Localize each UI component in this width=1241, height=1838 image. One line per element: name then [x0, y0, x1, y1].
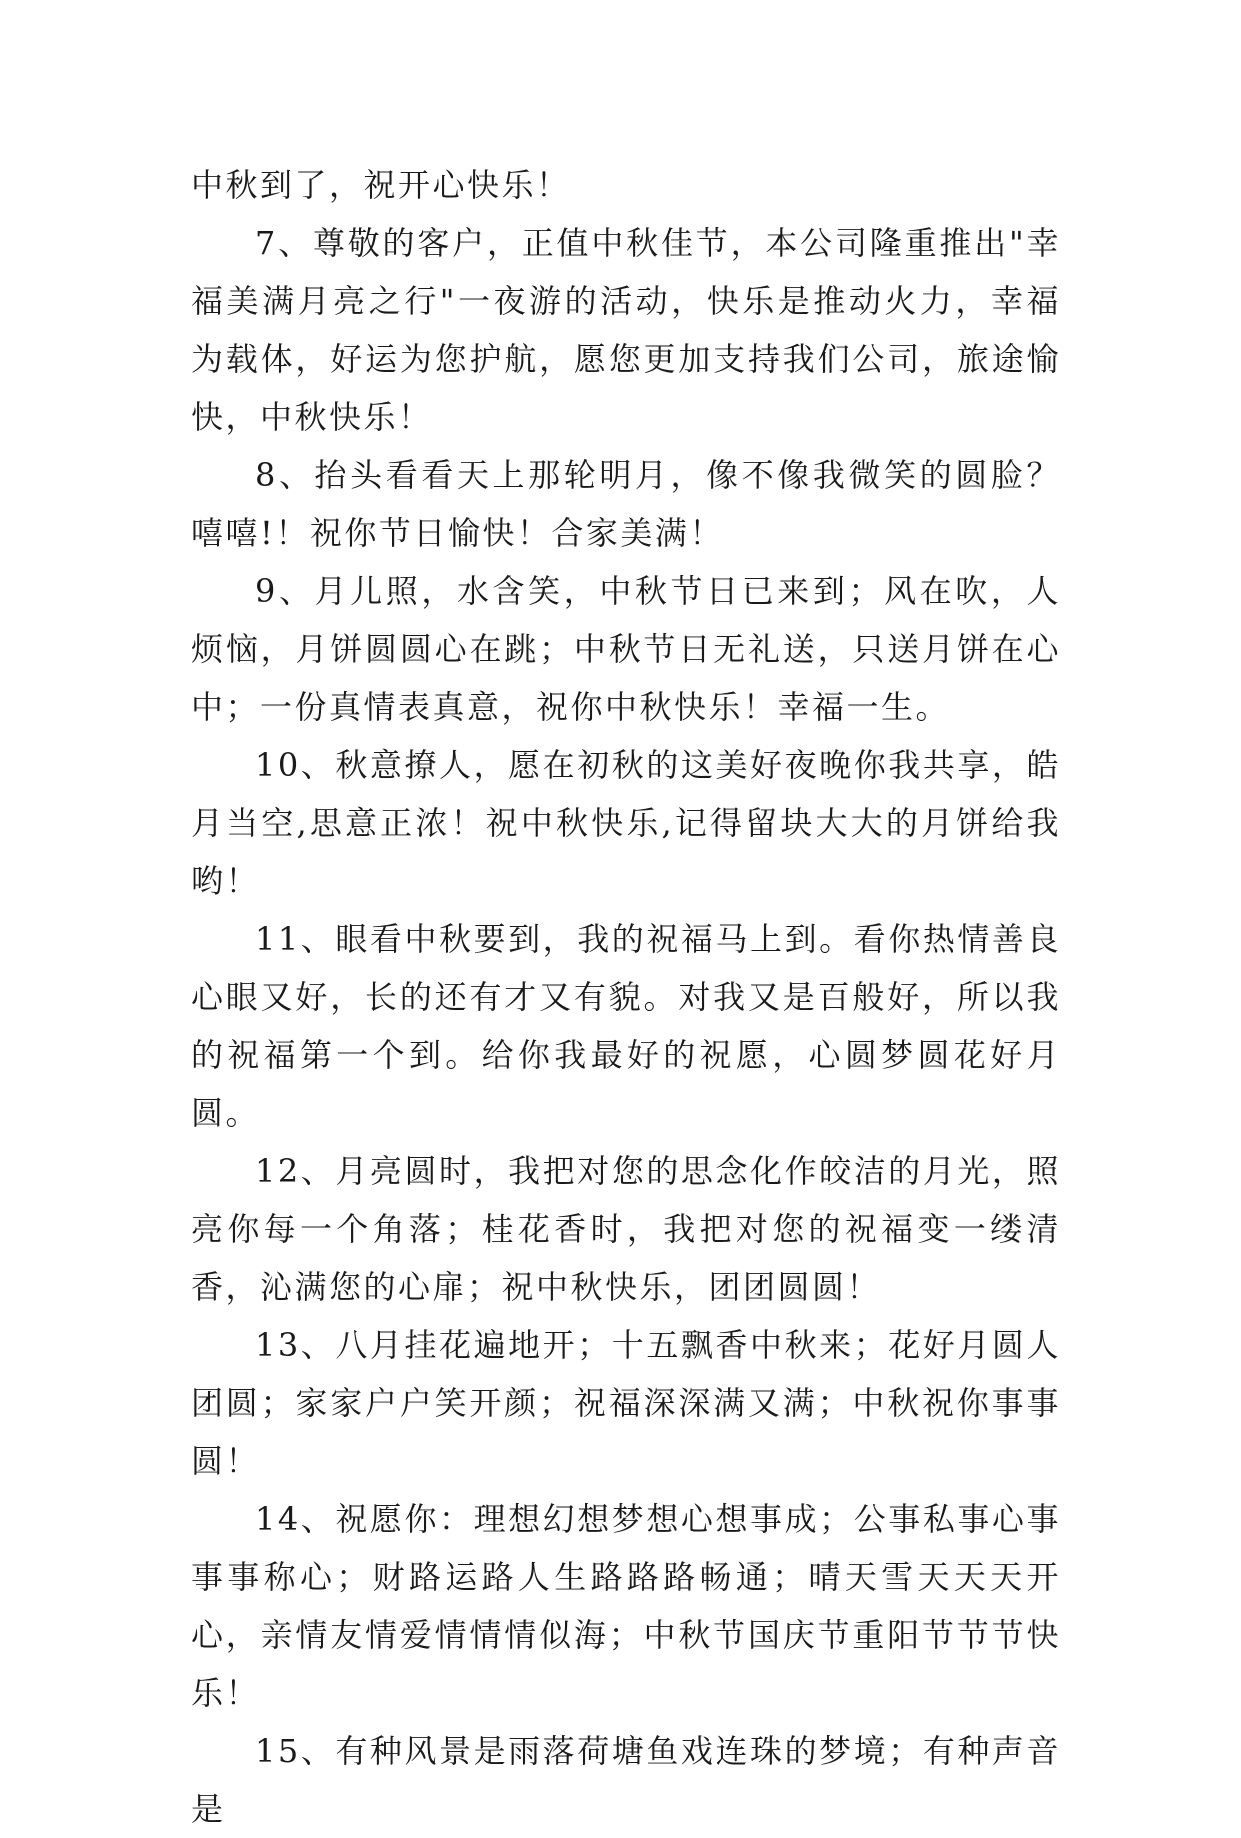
- paragraph-item-10: 10、秋意撩人，愿在初秋的这美好夜晚你我共享，皓月当空,思意正浓！祝中秋快乐,记得留块大大的月饼给我哟！: [191, 746, 1061, 900]
- paragraph-item-13: 13、八月挂花遍地开；十五飘香中秋来；花好月圆人团圆；家家户户笑开颜；祝福深深满又满；中秋祝你事事圆！: [191, 1326, 1061, 1480]
- paragraph-item-7: 7、尊敬的客户，正值中秋佳节，本公司隆重推出"幸福美满月亮之行"一夜游的活动，快乐是推动火力，幸福为载体，好运为您护航，愿您更加支持我们公司，旅途愉快，中秋快乐！: [191, 224, 1061, 436]
- paragraph-continuation: 中秋到了，祝开心快乐！: [191, 166, 571, 204]
- paragraph-item-14: 14、祝愿你：理想幻想梦想心想事成；公事私事心事事事称心；财路运路人生路路路畅通；晴天雪天天天开心，亲情友情爱情情情似海；中秋节国庆节重阳节节节快乐！: [191, 1500, 1061, 1712]
- paragraph-item-12: 12、月亮圆时，我把对您的思念化作皎洁的月光，照亮你每一个角落；桂花香时，我把对您的祝福变一缕清香，沁满您的心扉；祝中秋快乐，团团圆圆！: [191, 1152, 1061, 1306]
- document-body: [191, 156, 1061, 1838]
- paragraph-item-15: 15、有种风景是雨落荷塘鱼戏连珠的梦境；有种声音是: [191, 1732, 1061, 1828]
- paragraph-item-11: 11、眼看中秋要到，我的祝福马上到。看你热情善良心眼又好，长的还有才又有貌。对我又是百般好，所以我的祝福第一个到。给你我最好的祝愿，心圆梦圆花好月圆。: [191, 920, 1061, 1132]
- paragraph-item-9: 9、月儿照，水含笑，中秋节日已来到；风在吹，人烦恼，月饼圆圆心在跳；中秋节日无礼送，只送月饼在心中；一份真情表真意，祝你中秋快乐！幸福一生。: [191, 572, 1061, 726]
- paragraph-item-8: 8、抬头看看天上那轮明月，像不像我微笑的圆脸？嘻嘻!！祝你节日愉快！合家美满！: [191, 456, 1061, 552]
